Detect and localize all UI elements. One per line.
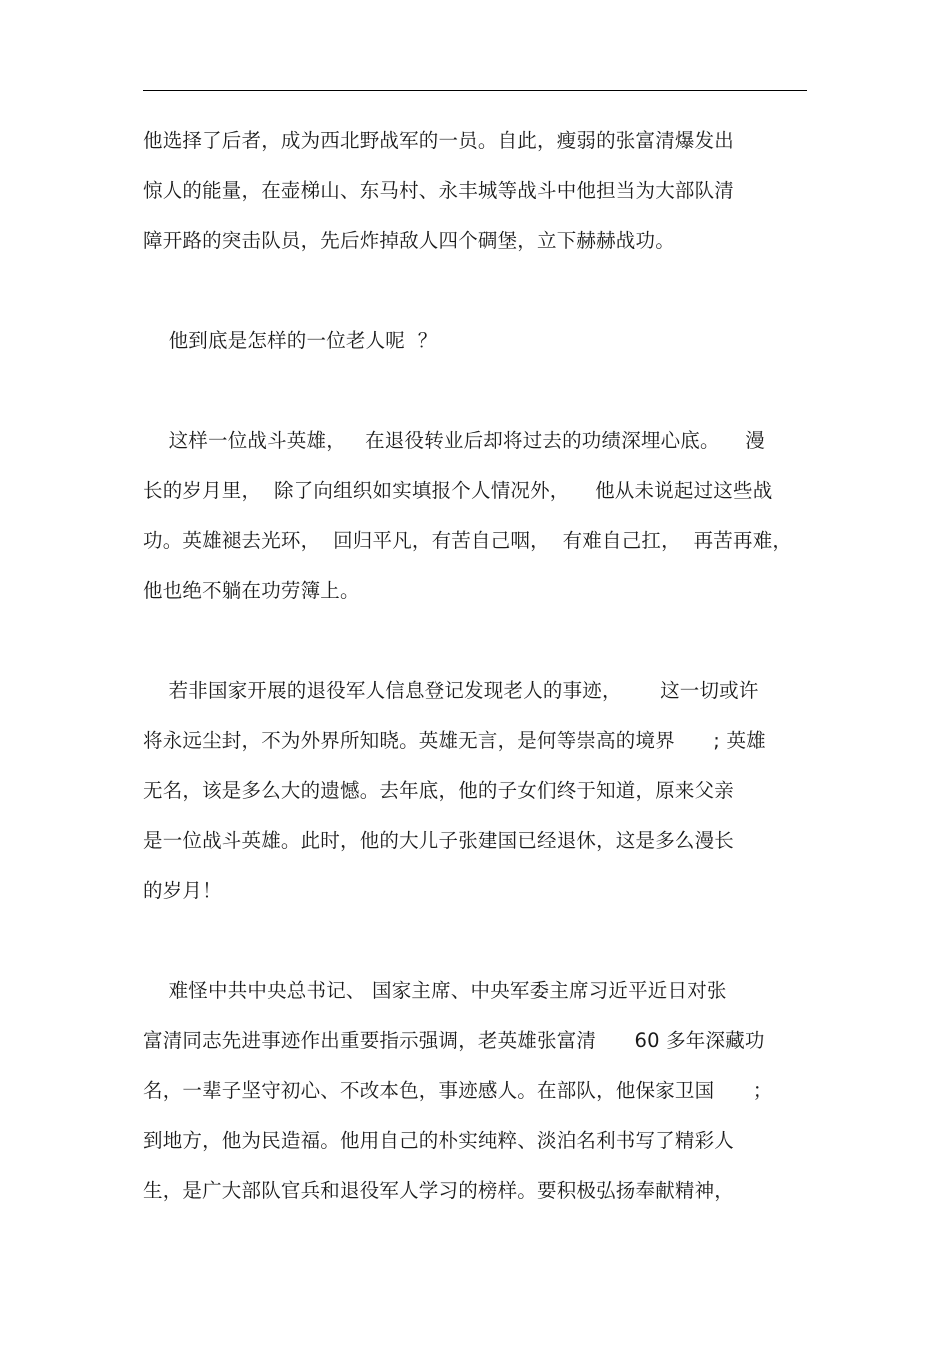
text-line: 名，一辈子坚守初心、不改本色，事迹感人。在部队，他保家卫国 ；: [143, 1079, 773, 1102]
text-line: 长的岁月里， 除了向组织如实填报个人情况外， 他从未说起过这些战: [143, 479, 773, 502]
paragraph-5: [143, 972, 813, 1222]
text-line: 富清同志先进事迹作出重要指示强调，老英雄张富清 60 多年深藏功: [143, 1029, 765, 1052]
text-line: 的岁月！: [143, 879, 222, 902]
text-line: 他选择了后者，成为西北野战军的一员。自此，瘦弱的张富清爆发出: [143, 129, 735, 152]
text-line: 他也绝不躺在功劳簿上。: [143, 579, 360, 602]
paragraph-2: [143, 322, 813, 372]
text-line: 无名，该是多么大的遗憾。去年底，他的子女们终于知道，原来父亲: [143, 779, 735, 802]
text-line: 生，是广大部队官兵和退役军人学习的榜样。要积极弘扬奉献精神，: [143, 1179, 735, 1202]
document-body: [143, 122, 813, 1272]
text-line: 障开路的突击队员，先后炸掉敌人四个碉堡，立下赫赫战功。: [143, 229, 675, 252]
header-rule: [143, 90, 807, 91]
text-line: 功。英雄褪去光环， 回归平凡，有苦自己咽， 有难自己扛， 再苦再难，: [143, 529, 793, 552]
paragraph-1: [143, 122, 813, 272]
text-line: 难怪中共中央总书记、 国家主席、中央军委主席习近平近日对张: [143, 979, 727, 1002]
text-line: 是一位战斗英雄。此时，他的大儿子张建国已经退休，这是多么漫长: [143, 829, 735, 852]
text-line: 这样一位战斗英雄， 在退役转业后却将过去的功绩深埋心底。 漫: [143, 429, 765, 452]
paragraph-4: [143, 672, 813, 922]
text-line: 到地方，他为民造福。他用自己的朴实纯粹、淡泊名利书写了精彩人: [143, 1129, 735, 1152]
text-line: 将永远尘封，不为外界所知晓。英雄无言，是何等崇高的境界 ; 英雄: [143, 729, 766, 752]
text-line: 他到底是怎样的一位老人呢 ？: [143, 329, 438, 352]
paragraph-3: [143, 422, 813, 622]
text-line: 惊人的能量，在壶梯山、东马村、永丰城等战斗中他担当为大部队清: [143, 179, 735, 202]
text-line: 若非国家开展的退役军人信息登记发现老人的事迹， 这一切或许: [143, 679, 759, 702]
